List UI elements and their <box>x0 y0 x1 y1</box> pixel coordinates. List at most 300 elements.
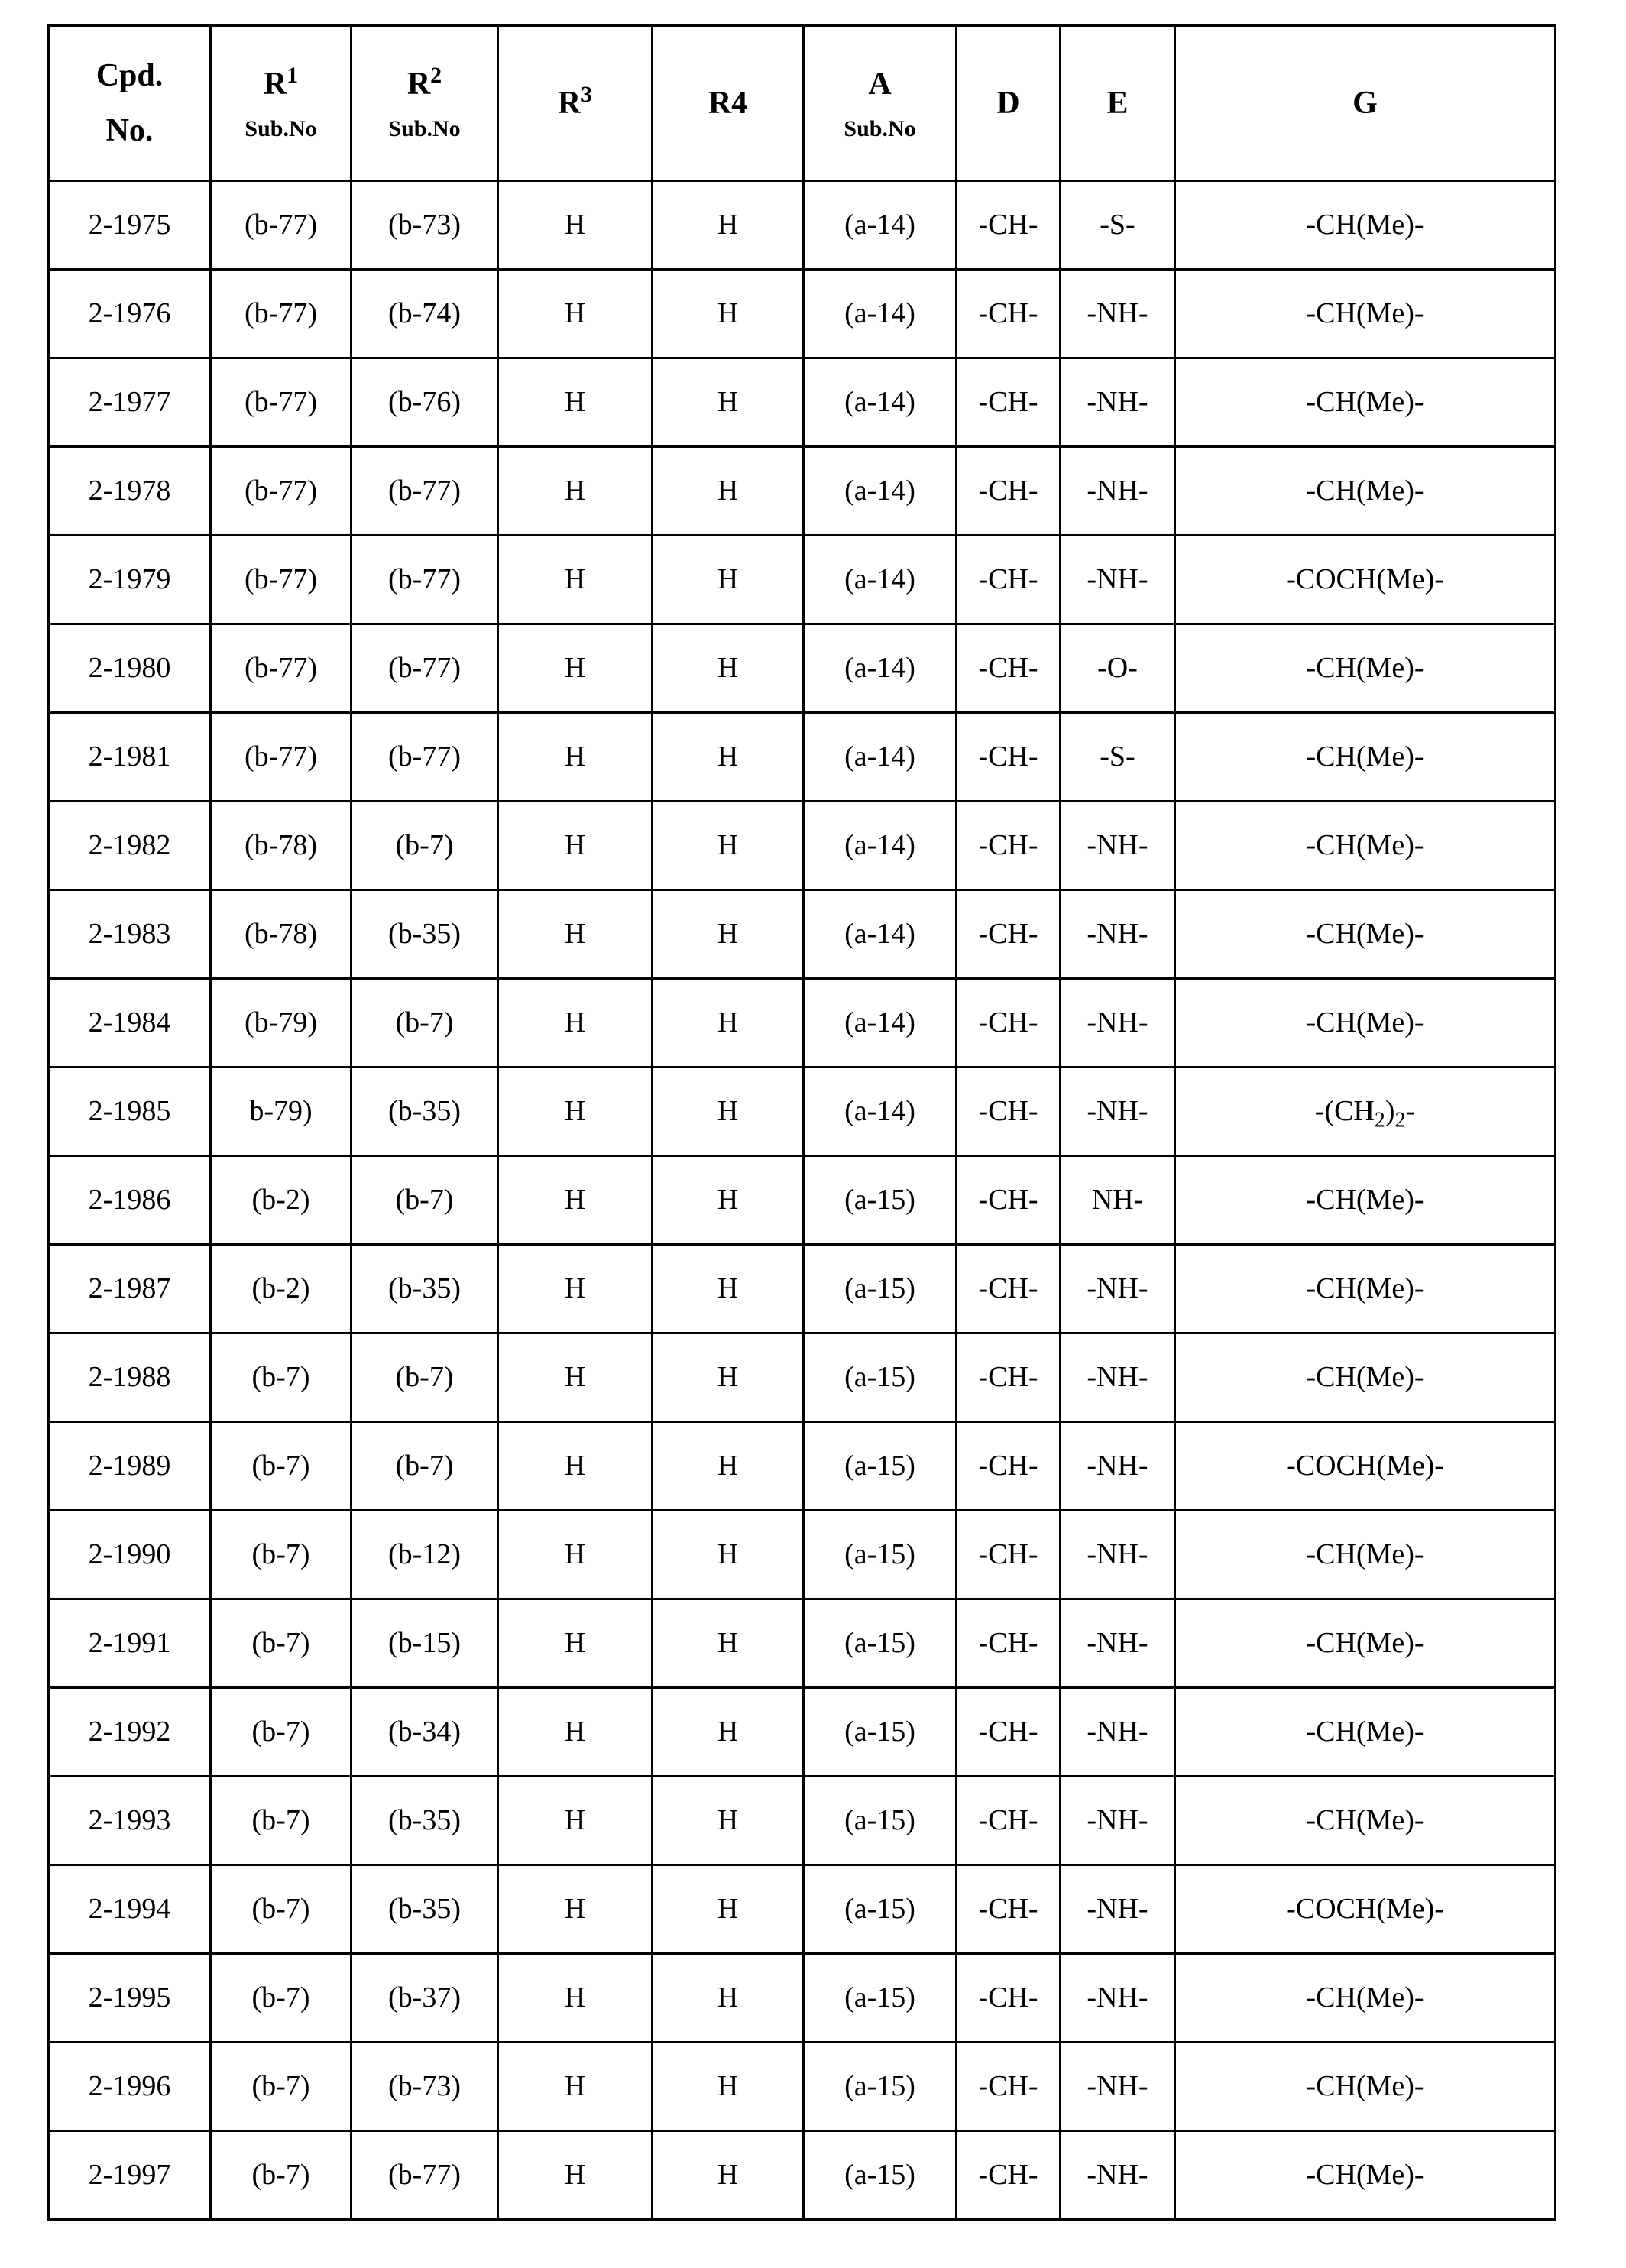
table-row <box>49 1688 1556 1777</box>
cell-d-text: -CH- <box>978 1449 1038 1482</box>
cell-g <box>1175 1688 1556 1777</box>
cell-d <box>957 358 1061 447</box>
cell-a <box>804 1599 957 1688</box>
cell-a-text: (a-14) <box>844 296 915 329</box>
cell-cpd-no <box>49 270 211 358</box>
cell-d-text: -CH- <box>978 1094 1038 1127</box>
cell-r4-text: H <box>717 1626 739 1659</box>
header-r4-symbol: R4 <box>708 85 748 121</box>
cell-r2-text: (b-7) <box>395 828 454 861</box>
cell-a <box>804 802 957 890</box>
cell-r3 <box>498 1865 653 1954</box>
cell-r4-text: H <box>717 1360 739 1393</box>
cell-cpd-no-text: 2-1991 <box>88 1626 171 1659</box>
cell-r4-text: H <box>717 1892 739 1925</box>
cell-r2-text: (b-35) <box>388 1803 461 1836</box>
cell-e-text: -NH- <box>1087 1360 1148 1393</box>
cell-r1 <box>211 1688 351 1777</box>
cell-r4 <box>653 536 804 624</box>
cell-r4-text: H <box>717 2158 739 2191</box>
cell-cpd-no <box>49 1688 211 1777</box>
cell-cpd-no <box>49 447 211 536</box>
table-row <box>49 1422 1556 1511</box>
cell-r3 <box>498 713 653 802</box>
cell-e <box>1061 2043 1175 2131</box>
cell-e-text: -NH- <box>1087 1094 1148 1127</box>
cell-cpd-no <box>49 624 211 713</box>
cell-d <box>957 624 1061 713</box>
cell-r1 <box>211 1599 351 1688</box>
cell-d-text: -CH- <box>978 2158 1038 2191</box>
header-cpd-line1: Cpd. <box>96 57 164 93</box>
cell-g <box>1175 890 1556 979</box>
cell-r1 <box>211 1777 351 1865</box>
cell-e <box>1061 1688 1175 1777</box>
cell-r3-text: H <box>564 828 586 861</box>
cell-r3-text: H <box>564 296 586 329</box>
cell-a <box>804 713 957 802</box>
header-r3-symbol: R <box>557 85 581 121</box>
cell-r3 <box>498 1688 653 1777</box>
cell-d <box>957 1688 1061 1777</box>
compound-table <box>47 24 1556 2221</box>
cell-cpd-no-text: 2-1988 <box>88 1360 171 1393</box>
cell-g-text: -CH(Me)- <box>1306 474 1424 507</box>
cell-g <box>1175 1245 1556 1333</box>
cell-e-text: -NH- <box>1087 1449 1148 1482</box>
cell-cpd-no <box>49 1422 211 1511</box>
cell-d <box>957 1156 1061 1245</box>
cell-cpd-no <box>49 1245 211 1333</box>
cell-e <box>1061 2131 1175 2220</box>
cell-r2 <box>351 1156 498 1245</box>
cell-a <box>804 979 957 1068</box>
cell-cpd-no-text: 2-1981 <box>88 740 171 773</box>
cell-r2 <box>351 447 498 536</box>
cell-a <box>804 447 957 536</box>
cell-r1-text: (b-77) <box>245 740 317 773</box>
cell-e <box>1061 890 1175 979</box>
cell-r4 <box>653 1511 804 1599</box>
cell-e <box>1061 1954 1175 2043</box>
cell-r4 <box>653 181 804 270</box>
cell-a <box>804 890 957 979</box>
cell-r4 <box>653 1599 804 1688</box>
cell-r2 <box>351 1511 498 1599</box>
cell-a-text: (a-15) <box>844 1892 915 1925</box>
cell-a <box>804 1422 957 1511</box>
cell-r4 <box>653 802 804 890</box>
cell-r4-text: H <box>717 1449 739 1482</box>
compound-table-wrapper <box>47 24 1554 2221</box>
table-row <box>49 1333 1556 1422</box>
header-r2-superscript: 2 <box>430 62 442 88</box>
cell-e-text: -NH- <box>1087 1626 1148 1659</box>
cell-r2-text: (b-77) <box>388 474 461 507</box>
cell-r2-text: (b-7) <box>395 1006 454 1038</box>
cell-cpd-no <box>49 1865 211 1954</box>
table-body <box>49 181 1556 2220</box>
cell-r4 <box>653 1333 804 1422</box>
cell-cpd-no <box>49 536 211 624</box>
cell-e <box>1061 1865 1175 1954</box>
cell-g <box>1175 1156 1556 1245</box>
cell-a <box>804 1688 957 1777</box>
cell-g <box>1175 2043 1556 2131</box>
cell-a-text: (a-14) <box>844 1006 915 1038</box>
header-d-symbol: D <box>996 85 1020 121</box>
cell-r4-text: H <box>717 208 739 241</box>
cell-a-text: (a-14) <box>844 474 915 507</box>
cell-cpd-no-text: 2-1975 <box>88 208 171 241</box>
cell-r3-text: H <box>564 1449 586 1482</box>
cell-r4 <box>653 2043 804 2131</box>
cell-d <box>957 1422 1061 1511</box>
cell-g <box>1175 1422 1556 1511</box>
cell-r1 <box>211 1333 351 1422</box>
cell-a <box>804 1777 957 1865</box>
cell-cpd-no-text: 2-1978 <box>88 474 171 507</box>
header-r1-symbol: R <box>263 66 287 102</box>
cell-r3-text: H <box>564 1537 586 1570</box>
cell-g-text: -CH(Me)- <box>1306 296 1424 329</box>
cell-cpd-no-text: 2-1986 <box>88 1183 171 1216</box>
column-header-r2 <box>351 26 498 181</box>
cell-r3 <box>498 624 653 713</box>
cell-r2 <box>351 1599 498 1688</box>
cell-g-text: -CH(Me)- <box>1306 1715 1424 1748</box>
cell-r2-text: (b-12) <box>388 1537 461 1570</box>
cell-e-text: -NH- <box>1087 917 1148 950</box>
cell-r3 <box>498 890 653 979</box>
cell-cpd-no-text: 2-1996 <box>88 2069 171 2102</box>
cell-g-text: -CH(Me)- <box>1306 651 1424 684</box>
cell-a-text: (a-14) <box>844 1094 915 1127</box>
cell-d <box>957 536 1061 624</box>
cell-r3 <box>498 979 653 1068</box>
cell-cpd-no-text: 2-1997 <box>88 2158 171 2191</box>
cell-e <box>1061 802 1175 890</box>
cell-a <box>804 1511 957 1599</box>
cell-g-text: -CH(Me)- <box>1306 2158 1424 2191</box>
cell-r3-text: H <box>564 740 586 773</box>
cell-d <box>957 1599 1061 1688</box>
cell-g-text: $-(CH_2)_2-$ <box>1314 1094 1416 1132</box>
cell-r1-text: (b-77) <box>245 296 317 329</box>
cell-r3-text: H <box>564 385 586 418</box>
cell-e-text: -NH- <box>1087 1803 1148 1836</box>
cell-g <box>1175 1599 1556 1688</box>
cell-e-text: -S- <box>1100 208 1135 241</box>
header-a-subtitle: Sub.No <box>844 116 916 142</box>
cell-cpd-no <box>49 2043 211 2131</box>
cell-r4-text: H <box>717 828 739 861</box>
cell-r1 <box>211 624 351 713</box>
cell-d-text: -CH- <box>978 208 1038 241</box>
table-row <box>49 536 1556 624</box>
cell-e-text: -NH- <box>1087 2069 1148 2102</box>
cell-r4-text: H <box>717 651 739 684</box>
cell-e <box>1061 536 1175 624</box>
cell-r1-text: (b-7) <box>251 2069 310 2102</box>
cell-r2-text: (b-77) <box>388 562 461 595</box>
cell-a <box>804 1865 957 1954</box>
column-header-cpd-no <box>49 26 211 181</box>
cell-d <box>957 1954 1061 2043</box>
table-row <box>49 713 1556 802</box>
cell-e-text: -NH- <box>1087 2158 1148 2191</box>
table-row <box>49 1954 1556 2043</box>
cell-d-text: -CH- <box>978 1892 1038 1925</box>
cell-r3 <box>498 1156 653 1245</box>
cell-g-text: -COCH(Me)- <box>1286 562 1444 595</box>
cell-r4-text: H <box>717 1537 739 1570</box>
cell-r4 <box>653 1156 804 1245</box>
cell-a-text: (a-14) <box>844 208 915 241</box>
header-r1-superscript: 1 <box>287 62 299 88</box>
cell-e-text: -NH- <box>1087 1892 1148 1925</box>
cell-r1-text: (b-7) <box>251 1803 310 1836</box>
cell-a <box>804 536 957 624</box>
cell-g-text: -COCH(Me)- <box>1286 1892 1444 1925</box>
cell-d-text: -CH- <box>978 651 1038 684</box>
cell-g <box>1175 447 1556 536</box>
header-r1-subtitle: Sub.No <box>245 116 317 142</box>
cell-r2 <box>351 1333 498 1422</box>
cell-d <box>957 1068 1061 1156</box>
cell-d-text: -CH- <box>978 1183 1038 1216</box>
cell-a-text: (a-15) <box>844 1803 915 1836</box>
cell-r2 <box>351 1688 498 1777</box>
cell-r4-text: H <box>717 2069 739 2102</box>
cell-cpd-no-text: 2-1983 <box>88 917 171 950</box>
cell-a-text: (a-15) <box>844 1272 915 1304</box>
cell-r1-text: (b-7) <box>251 1626 310 1659</box>
cell-cpd-no <box>49 713 211 802</box>
cell-r4 <box>653 713 804 802</box>
cell-r3 <box>498 1777 653 1865</box>
cell-cpd-no-text: 2-1994 <box>88 1892 171 1925</box>
cell-r1-text: (b-2) <box>251 1183 310 1216</box>
cell-r2-text: (b-77) <box>388 740 461 773</box>
table-row <box>49 1068 1556 1156</box>
cell-r1 <box>211 1954 351 2043</box>
cell-d-text: -CH- <box>978 1981 1038 2014</box>
cell-r1 <box>211 979 351 1068</box>
cell-d <box>957 1245 1061 1333</box>
cell-cpd-no <box>49 1333 211 1422</box>
cell-a-text: (a-15) <box>844 1537 915 1570</box>
cell-d-text: -CH- <box>978 1537 1038 1570</box>
table-row <box>49 181 1556 270</box>
cell-cpd-no <box>49 1777 211 1865</box>
cell-r2 <box>351 624 498 713</box>
cell-g <box>1175 358 1556 447</box>
cell-r3-text: H <box>564 2069 586 2102</box>
cell-a <box>804 270 957 358</box>
cell-a-text: (a-15) <box>844 2158 915 2191</box>
cell-r2 <box>351 1954 498 2043</box>
cell-r2 <box>351 2043 498 2131</box>
cell-r3 <box>498 2131 653 2220</box>
cell-r3-text: H <box>564 1715 586 1748</box>
cell-cpd-no <box>49 1068 211 1156</box>
cell-e <box>1061 1245 1175 1333</box>
cell-d-text: -CH- <box>978 828 1038 861</box>
cell-r2 <box>351 1777 498 1865</box>
cell-d-text: -CH- <box>978 2069 1038 2102</box>
cell-r4-text: H <box>717 1272 739 1304</box>
cell-r2-text: (b-7) <box>395 1183 454 1216</box>
cell-cpd-no-text: 2-1984 <box>88 1006 171 1038</box>
cell-g-text: -CH(Me)- <box>1306 1537 1424 1570</box>
cell-r2-text: (b-15) <box>388 1626 461 1659</box>
cell-d <box>957 713 1061 802</box>
cell-r4-text: H <box>717 1803 739 1836</box>
cell-a <box>804 181 957 270</box>
cell-d <box>957 1333 1061 1422</box>
cell-cpd-no <box>49 1156 211 1245</box>
cell-r3 <box>498 270 653 358</box>
cell-g <box>1175 802 1556 890</box>
cell-a <box>804 358 957 447</box>
cell-g <box>1175 1068 1556 1156</box>
cell-r3-text: H <box>564 2158 586 2191</box>
cell-g <box>1175 1865 1556 1954</box>
cell-r2-text: (b-7) <box>395 1449 454 1482</box>
cell-e <box>1061 1156 1175 1245</box>
cell-r4 <box>653 2131 804 2220</box>
cell-r3 <box>498 536 653 624</box>
cell-cpd-no-text: 2-1982 <box>88 828 171 861</box>
cell-r2 <box>351 713 498 802</box>
cell-r4-text: H <box>717 740 739 773</box>
cell-g-text: -CH(Me)- <box>1306 1360 1424 1393</box>
cell-r1-text: (b-7) <box>251 1537 310 1570</box>
cell-e <box>1061 979 1175 1068</box>
cell-g <box>1175 536 1556 624</box>
cell-r3-text: H <box>564 562 586 595</box>
cell-g-text: -CH(Me)- <box>1306 1006 1424 1038</box>
cell-e <box>1061 1777 1175 1865</box>
cell-r4-text: H <box>717 1094 739 1127</box>
cell-r1-text: (b-7) <box>251 1981 310 2014</box>
cell-e <box>1061 1333 1175 1422</box>
cell-r3 <box>498 1954 653 2043</box>
table-row <box>49 2043 1556 2131</box>
cell-e-text: -O- <box>1097 651 1138 684</box>
cell-g-text: -CH(Me)- <box>1306 208 1424 241</box>
column-header-r4 <box>653 26 804 181</box>
cell-r3-text: H <box>564 1006 586 1038</box>
cell-a <box>804 624 957 713</box>
cell-a-text: (a-15) <box>844 1626 915 1659</box>
cell-d <box>957 979 1061 1068</box>
cell-d-text: -CH- <box>978 385 1038 418</box>
cell-r3-text: H <box>564 917 586 950</box>
table-row <box>49 358 1556 447</box>
cell-r3 <box>498 181 653 270</box>
cell-e-text: -NH- <box>1087 474 1148 507</box>
cell-g-text: -CH(Me)- <box>1306 740 1424 773</box>
cell-g-text: -CH(Me)- <box>1306 2069 1424 2102</box>
cell-r3-text: H <box>564 474 586 507</box>
column-header-a <box>804 26 957 181</box>
cell-d-text: -CH- <box>978 917 1038 950</box>
cell-e <box>1061 181 1175 270</box>
cell-g-text: -CH(Me)- <box>1306 1803 1424 1836</box>
cell-g-text: -CH(Me)- <box>1306 917 1424 950</box>
cell-cpd-no-text: 2-1976 <box>88 296 171 329</box>
cell-r2 <box>351 979 498 1068</box>
header-g-symbol: G <box>1352 85 1378 121</box>
cell-a-text: (a-14) <box>844 740 915 773</box>
table-row <box>49 802 1556 890</box>
cell-g <box>1175 270 1556 358</box>
cell-r1 <box>211 713 351 802</box>
cell-cpd-no-text: 2-1992 <box>88 1715 171 1748</box>
cell-a-text: (a-14) <box>844 562 915 595</box>
cell-r3 <box>498 1599 653 1688</box>
cell-r3 <box>498 2043 653 2131</box>
cell-r3 <box>498 1422 653 1511</box>
cell-g <box>1175 1333 1556 1422</box>
cell-d-text: -CH- <box>978 1626 1038 1659</box>
cell-r3 <box>498 802 653 890</box>
table-row <box>49 624 1556 713</box>
cell-r2-text: (b-74) <box>388 296 461 329</box>
header-e-symbol: E <box>1106 85 1129 121</box>
cell-a <box>804 1954 957 2043</box>
cell-g-text: -CH(Me)- <box>1306 1981 1424 2014</box>
cell-g-text: -CH(Me)- <box>1306 1626 1424 1659</box>
cell-r3-text: H <box>564 1360 586 1393</box>
column-header-r1 <box>211 26 351 181</box>
cell-r1 <box>211 1068 351 1156</box>
cell-e <box>1061 1511 1175 1599</box>
table-row <box>49 447 1556 536</box>
cell-r4-text: H <box>717 1183 739 1216</box>
cell-r2-text: (b-34) <box>388 1715 461 1748</box>
column-header-d <box>957 26 1061 181</box>
cell-a <box>804 1068 957 1156</box>
cell-r2 <box>351 1865 498 1954</box>
cell-r3-text: H <box>564 1892 586 1925</box>
cell-r1 <box>211 536 351 624</box>
cell-r1 <box>211 2131 351 2220</box>
cell-d <box>957 181 1061 270</box>
table-row <box>49 1511 1556 1599</box>
cell-r4 <box>653 979 804 1068</box>
cell-r4 <box>653 1422 804 1511</box>
cell-r1-text: (b-77) <box>245 562 317 595</box>
cell-d-text: -CH- <box>978 1715 1038 1748</box>
cell-e <box>1061 1068 1175 1156</box>
cell-e-text: NH- <box>1091 1183 1144 1216</box>
cell-r1-text: (b-7) <box>251 1892 310 1925</box>
cell-r4 <box>653 1777 804 1865</box>
cell-r2 <box>351 181 498 270</box>
cell-r2 <box>351 1245 498 1333</box>
cell-a <box>804 2043 957 2131</box>
cell-a-text: (a-15) <box>844 1183 915 1216</box>
cell-g-text: -CH(Me)- <box>1306 1183 1424 1216</box>
cell-r1 <box>211 181 351 270</box>
cell-r1 <box>211 1156 351 1245</box>
column-header-r3 <box>498 26 653 181</box>
cell-r2-text: (b-35) <box>388 1892 461 1925</box>
cell-r1-text: b-79) <box>249 1094 313 1127</box>
